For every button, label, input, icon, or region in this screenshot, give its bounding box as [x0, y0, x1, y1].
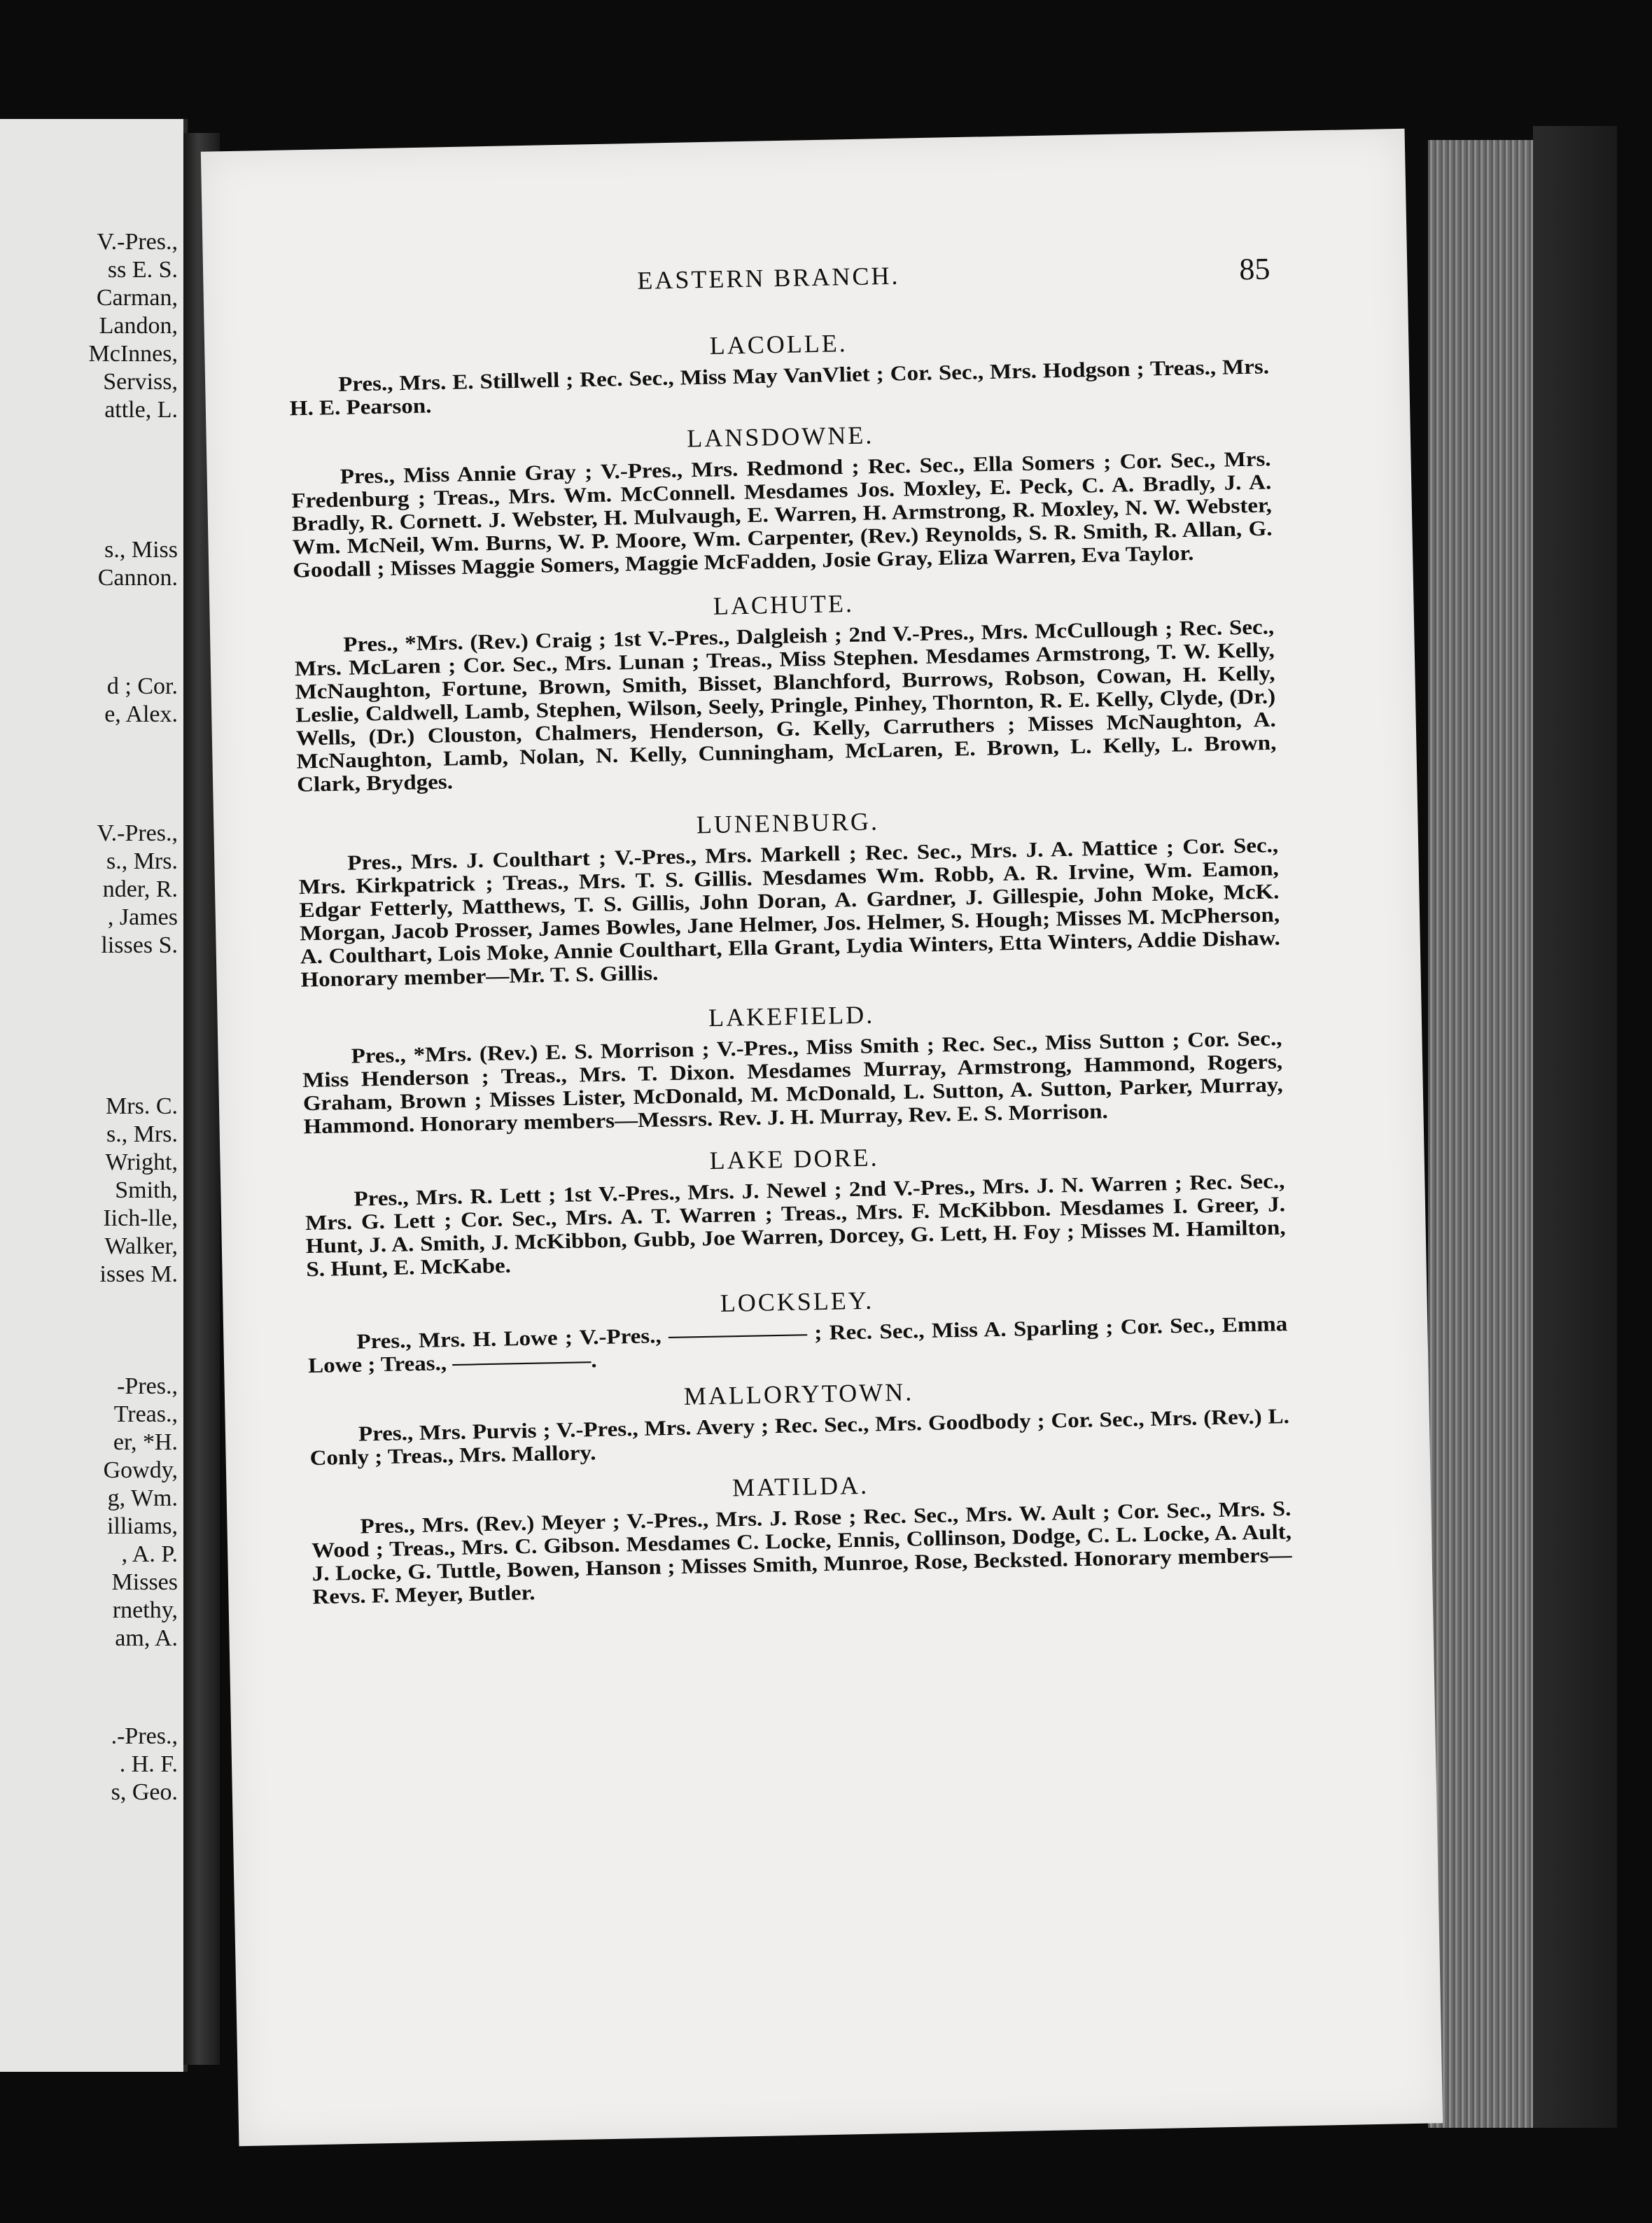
- page-edges: [1428, 140, 1533, 2128]
- left-page-fragment-line: s, Geo.: [111, 1779, 178, 1805]
- left-page-fragment-line: Misses: [111, 1569, 178, 1595]
- section-body: Pres., Mrs. H. Lowe ; V.-Pres., —————— ; Rec. Sec., Miss A. Sparling ; Cor. Sec., Emma Lowe ; Treas., ——————.: [307, 1312, 1288, 1378]
- left-page-fragment-line: attle, L.: [104, 397, 178, 423]
- left-page-fragment-line: Serviss,: [103, 369, 178, 395]
- left-page-fragment-line: er, *H.: [113, 1429, 178, 1455]
- section-body: Pres., *Mrs. (Rev.) E. S. Morrison ; V.-Pres., Miss Smith ; Rec. Sec., Miss Sutton ; Cor. Sec., Miss Henderson ; Treas., Mrs. T. Dixon. Mesdames Murray, Armstrong, Hammond, Rogers, Graham, Brown ; Misses Lister, McDonald, M. McDonald, L. Sutton, A. Sutton, Parker, Murray, Hammond. Honorary members—Messrs. Rev. J. H. Murray, Rev. E. S. Morrison.: [302, 1027, 1284, 1139]
- left-page-fragment-line: V.-Pres.,: [97, 820, 178, 846]
- society-section: [301, 990, 1284, 1146]
- left-page-fragment-line: Iich-lle,: [103, 1205, 178, 1231]
- left-page-fragment-line: Landon,: [99, 313, 178, 339]
- left-page-fragment-line: ss E. S.: [107, 257, 178, 283]
- section-body: Pres., Mrs. Purvis ; V.-Pres., Mrs. Avery ; Rec. Sec., Mrs. Goodbody ; Cor. Sec., Mrs. (Rev.) L. Conly ; Treas., Mrs. Mallory.: [309, 1405, 1290, 1471]
- book-cover-edge: [1533, 126, 1617, 2128]
- section-title: LOCKSLEY.: [720, 1286, 874, 1317]
- section-title: LAKE DORE.: [709, 1143, 879, 1175]
- main-page: [201, 129, 1443, 2146]
- society-section: [288, 319, 1270, 425]
- society-section: [304, 1133, 1287, 1289]
- section-title: LANSDOWNE.: [686, 421, 874, 453]
- left-page-fragment-line: s., Miss: [104, 537, 178, 563]
- left-page-fragment-line: g, Wm.: [107, 1485, 178, 1511]
- running-head: EASTERN BRANCH.: [637, 261, 900, 295]
- left-page-fragment-line: , James: [107, 904, 178, 930]
- section-body: Pres., Miss Annie Gray ; V.-Pres., Mrs. Redmond ; Rec. Sec., Ella Somers ; Cor. Sec., Mrs. Fredenburg ; Treas., Mrs. Wm. McConnell. Mesdames Jos. Moxley, E. Peck, C. A. Bradly, J. A. Bradly, R. Cornett. J. Webster, H. Mulvaugh, E. Warren, H. Armstrong, R. Moxley, N. W. Webster, Wm. McNeil, Wm. Burns, W. P. Moore, Wm. Carpenter, (Rev.) Reynolds, S. R. Smith, R. Allan, G. Goodall ; Misses Maggie Somers, Maggie McFadden, Josie Gray, Eliza Warren, Eva Taylor.: [291, 447, 1273, 582]
- society-section: [307, 1276, 1288, 1382]
- left-page-fragment-line: Cannon.: [97, 565, 178, 591]
- section-title: MALLORYTOWN.: [683, 1377, 914, 1410]
- left-page-fragment-line: Mrs. C.: [106, 1093, 178, 1119]
- page-header: [203, 251, 1408, 316]
- left-page-fragment-line: rnethy,: [112, 1597, 178, 1623]
- left-page-fragment-line: d ; Cor.: [106, 673, 178, 699]
- left-page-fragment: [0, 119, 188, 2072]
- society-section: [290, 412, 1273, 593]
- left-page-fragment-line: Walker,: [104, 1233, 178, 1259]
- society-section: [298, 797, 1281, 1004]
- society-section: [310, 1461, 1293, 1617]
- left-page-fragment-line: Wright,: [105, 1149, 178, 1175]
- left-page-fragment-line: nder, R.: [102, 876, 178, 902]
- section-body: Pres., Mrs. J. Coulthart ; V.-Pres., Mrs. Markell ; Rec. Sec., Mrs. J. A. Mattice ; Cor. Sec., Mrs. Kirkpatrick ; Treas., Mrs. T. S. Gillis. Mesdames Wm. Robb, A. R. Irvine, Wm. Eamon, Edgar Fetterly, Matthews, T. S. Gillis, John Doran, A. Gardner, J. Gillespie, John Moke, McK. Morgan, Jacob Prosser, James Bowles, Jane Helmer, Jos. Helmer, S. Hough; Misses M. McPherson, A. Coulthart, Lois Moke, Annie Coulthart, Ella Grant, Lydia Winters, Etta Winters, Addie Dishaw. Honorary member—Mr. T. S. Gillis.: [298, 834, 1280, 992]
- left-page-fragment-line: am, A.: [115, 1625, 178, 1651]
- left-page-fragment-line: s., Mrs.: [106, 848, 178, 874]
- left-page-fragment-line: .-Pres.,: [111, 1723, 178, 1749]
- page-content: [288, 314, 1293, 1623]
- section-body: Pres., *Mrs. (Rev.) Craig ; 1st V.-Pres., Dalgleish ; 2nd V.-Pres., Mrs. McCullough ; Rec. Sec., Mrs. McLaren ; Cor. Sec., Mrs. Lunan ; Treas., Miss Stephen. Mesdames Armstrong, T. W. Kelly, McNaughton, Fortune, Brown, Smith, Bisset, Blanchford, Burrows, Robson, Cowan, H. Kelly, Leslie, Caldwell, Lamb, Stephen, Wilson, Seely, Pringle, Pinhey, Thornton, R. E. Kelly, Clyde, (Dr.) Wells, (Dr.) Clouston, Chalmers, Henderson, G. Kelly, Carruthers ; Misses McNaughton, A. McNaughton, Lamb, Nolan, N. Kelly, Cunningham, McLaren, E. Brown, L. Kelly, L. Brown, Clark, Brydges.: [294, 615, 1277, 797]
- left-page-fragment-line: V.-Pres.,: [97, 229, 178, 255]
- left-page-fragment-line: illiams,: [106, 1513, 178, 1539]
- left-page-fragment-line: Carman,: [96, 285, 178, 311]
- society-section: [309, 1368, 1290, 1474]
- section-body: Pres., Mrs. E. Stillwell ; Rec. Sec., Miss May VanVliet ; Cor. Sec., Mrs. Hodgson ; Treas., Mrs. H. E. Pearson.: [289, 355, 1270, 421]
- left-page-fragment-line: lisses S.: [101, 932, 178, 958]
- section-title: LACOLLE.: [709, 329, 848, 360]
- left-page-fragment-line: , A. P.: [121, 1541, 178, 1567]
- left-page-fragment-line: Treas.,: [113, 1401, 178, 1427]
- left-page-fragment-line: Gowdy,: [103, 1457, 178, 1483]
- left-page-fragment-line: isses M.: [99, 1261, 178, 1287]
- section-body: Pres., Mrs. R. Lett ; 1st V.-Pres., Mrs. J. Newel ; 2nd V.-Pres., Mrs. J. N. Warren ; Rec. Sec., Mrs. G. Lett ; Cor. Sec., Mrs. A. T. Warren ; Treas., Mrs. F. McKibbon. Mesdames I. Greer, J. Hunt, J. A. Smith, J. McKibbon, Gubb, Joe Warren, Dorcey, G. Lett, H. Foy ; Misses M. Hamilton, S. Hunt, E. McKabe.: [304, 1170, 1286, 1282]
- section-title: MATILDA.: [732, 1471, 869, 1502]
- left-page-fragment-line: McInnes,: [88, 341, 178, 367]
- left-page-fragment-line: e, Alex.: [104, 701, 178, 727]
- page-number: 85: [1238, 251, 1270, 287]
- left-page-fragment-line: Smith,: [115, 1177, 178, 1203]
- society-section: [293, 579, 1278, 811]
- left-page-fragment-line: . H. F.: [119, 1751, 178, 1777]
- section-body: Pres., Mrs. (Rev.) Meyer ; V.-Pres., Mrs. J. Rose ; Rec. Sec., Mrs. W. Ault ; Cor. Sec., Mrs. S. Wood ; Treas., Mrs. C. Gibson. Mesdames C. Locke, Ennis, Collinson, Dodge, C. L. Locke, A. Ault, J. Locke, G. Tuttle, Bowen, Hanson ; Misses Smith, Munroe, Rose, Becksted. Honorary members—Revs. F. Meyer, Butler.: [311, 1497, 1292, 1609]
- section-title: LACHUTE.: [713, 589, 855, 620]
- section-title: LAKEFIELD.: [708, 1000, 875, 1032]
- section-title: LUNENBURG.: [696, 807, 880, 839]
- left-page-fragment-line: s., Mrs.: [106, 1121, 178, 1147]
- left-page-fragment-line: -Pres.,: [117, 1373, 178, 1399]
